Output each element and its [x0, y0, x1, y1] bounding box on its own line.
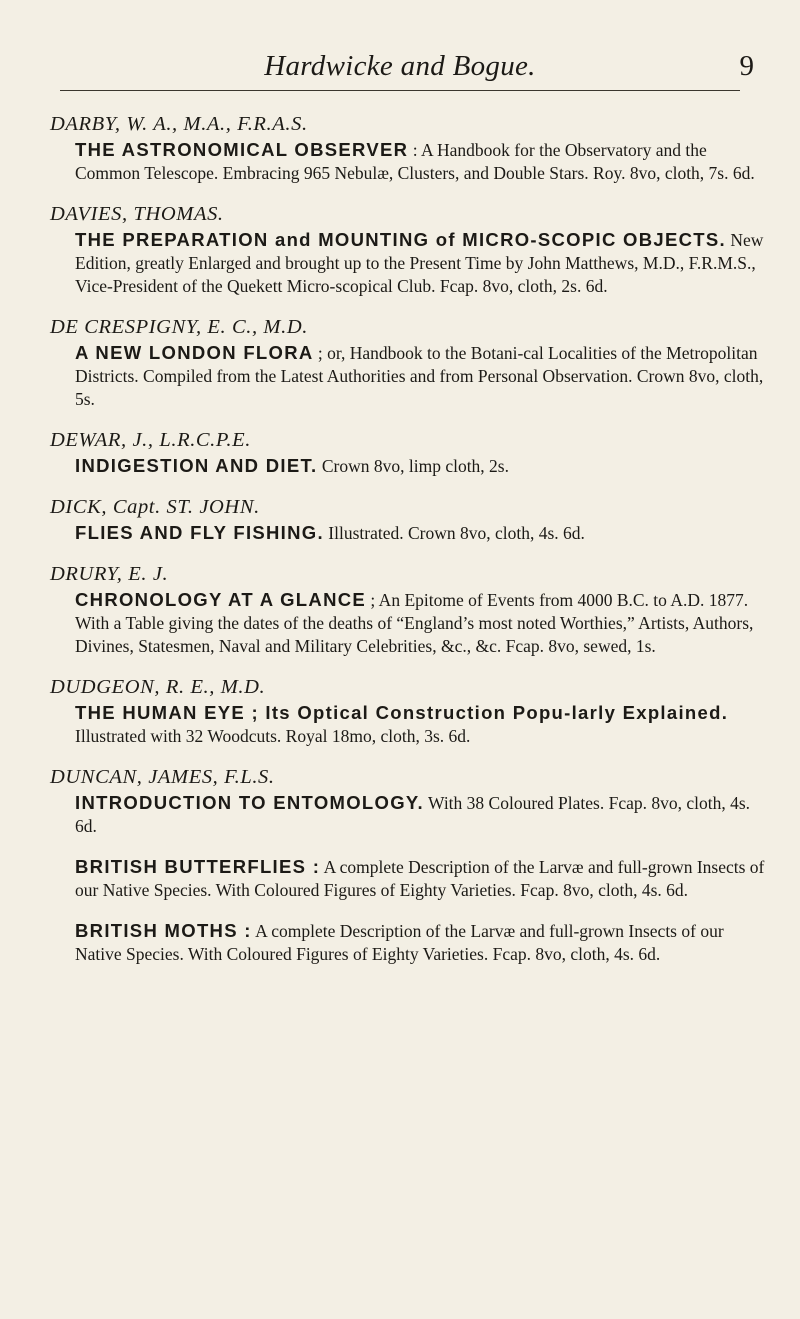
book-title: FLIES AND FLY FISHING.	[75, 522, 324, 543]
catalogue-entry	[50, 112, 768, 185]
catalogue-entry	[50, 315, 768, 411]
book-listing	[75, 791, 768, 838]
book-listing	[75, 341, 768, 411]
book-listing	[75, 521, 768, 545]
book-description: ; An Epitome of Events from 4000 B.C. to A.D. 1877. With a Table giving the dates of the deaths of “England’s most noted Worthies,” Artists, Authors, Divines, Statesmen, Naval and Military Celebrities, &c., &c. Fcap. 8vo, sewed, 1s.	[75, 590, 754, 656]
book-title: CHRONOLOGY AT A GLANCE	[75, 589, 367, 610]
book-title: BRITISH MOTHS :	[75, 920, 252, 941]
header-rule	[60, 90, 740, 91]
running-head	[0, 50, 800, 106]
page-number: 9	[739, 50, 754, 82]
book-description: A complete Description of the Larvæ and full-grown Insects of our Native Species. With Coloured Figures of Eighty Varieties. Fcap. 8vo, cloth, 4s. 6d.	[75, 921, 724, 964]
author-name: DEWAR, J., L.R.C.P.E.	[50, 429, 251, 451]
book-listing	[75, 701, 768, 748]
author-name: DARBY, W. A., M.A., F.R.A.S.	[50, 113, 308, 135]
book-description: With 38 Coloured Plates. Fcap. 8vo, cloth, 4s. 6d.	[75, 793, 751, 836]
book-title: INDIGESTION AND DIET.	[75, 455, 318, 476]
book-description: New Edition, greatly Enlarged and brought up to the Present Time by John Matthews, M.D., F.R.M.S., Vice-President of the Quekett Micro-scopical Club. Fcap. 8vo, cloth, 2s. 6d.	[75, 230, 764, 296]
author-name: DUNCAN, JAMES, F.L.S.	[50, 766, 275, 788]
author-name: DAVIES, THOMAS.	[50, 203, 224, 225]
book-title: THE HUMAN EYE ; Its Optical Construction Popu-larly Explained.	[75, 702, 729, 723]
catalogue-entry	[50, 495, 768, 545]
book-listing	[75, 588, 768, 658]
book-listing	[75, 919, 768, 966]
book-title: A NEW LONDON FLORA	[75, 342, 314, 363]
book-title: THE PREPARATION and MOUNTING of MICRO-SCOPIC OBJECTS.	[75, 229, 726, 250]
catalogue-entry	[50, 765, 768, 966]
author-name: DICK, Capt. ST. JOHN.	[50, 496, 260, 518]
catalogue-entries	[50, 112, 768, 983]
book-listing	[75, 228, 768, 298]
author-name: DE CRESPIGNY, E. C., M.D.	[50, 316, 308, 338]
book-description: Crown 8vo, limp cloth, 2s.	[317, 456, 509, 476]
book-description: Illustrated with 32 Woodcuts. Royal 18mo, cloth, 3s. 6d.	[75, 726, 471, 746]
book-listing	[75, 454, 768, 478]
book-description: Illustrated. Crown 8vo, cloth, 4s. 6d.	[323, 523, 585, 543]
author-name: DUDGEON, R. E., M.D.	[50, 676, 266, 698]
catalogue-entry	[50, 675, 768, 748]
book-description: ; or, Handbook to the Botani-cal Localities of the Metropolitan Districts. Compiled from the Latest Authorities and from Personal Observation. Crown 8vo, cloth, 5s.	[75, 343, 764, 409]
catalogue-entry	[50, 562, 768, 658]
book-description: A complete Description of the Larvæ and full-grown Insects of our Native Species. With Coloured Figures of Eighty Varieties. Fcap. 8vo, cloth, 4s. 6d.	[75, 857, 765, 900]
running-title: Hardwicke and Bogue.	[264, 50, 536, 82]
catalogue-entry	[50, 428, 768, 478]
book-listing	[75, 855, 768, 902]
author-name: DRURY, E. J.	[50, 563, 169, 585]
book-title: THE ASTRONOMICAL OBSERVER	[75, 139, 409, 160]
catalogue-entry	[50, 202, 768, 298]
book-description: : A Handbook for the Observatory and the Common Telescope. Embracing 965 Nebulæ, Clusters, and Double Stars. Roy. 8vo, cloth, 7s. 6d.	[75, 140, 755, 183]
book-title: BRITISH BUTTERFLIES :	[75, 856, 321, 877]
book-listing	[75, 138, 768, 185]
book-title: INTRODUCTION TO ENTOMOLOGY.	[75, 792, 424, 813]
